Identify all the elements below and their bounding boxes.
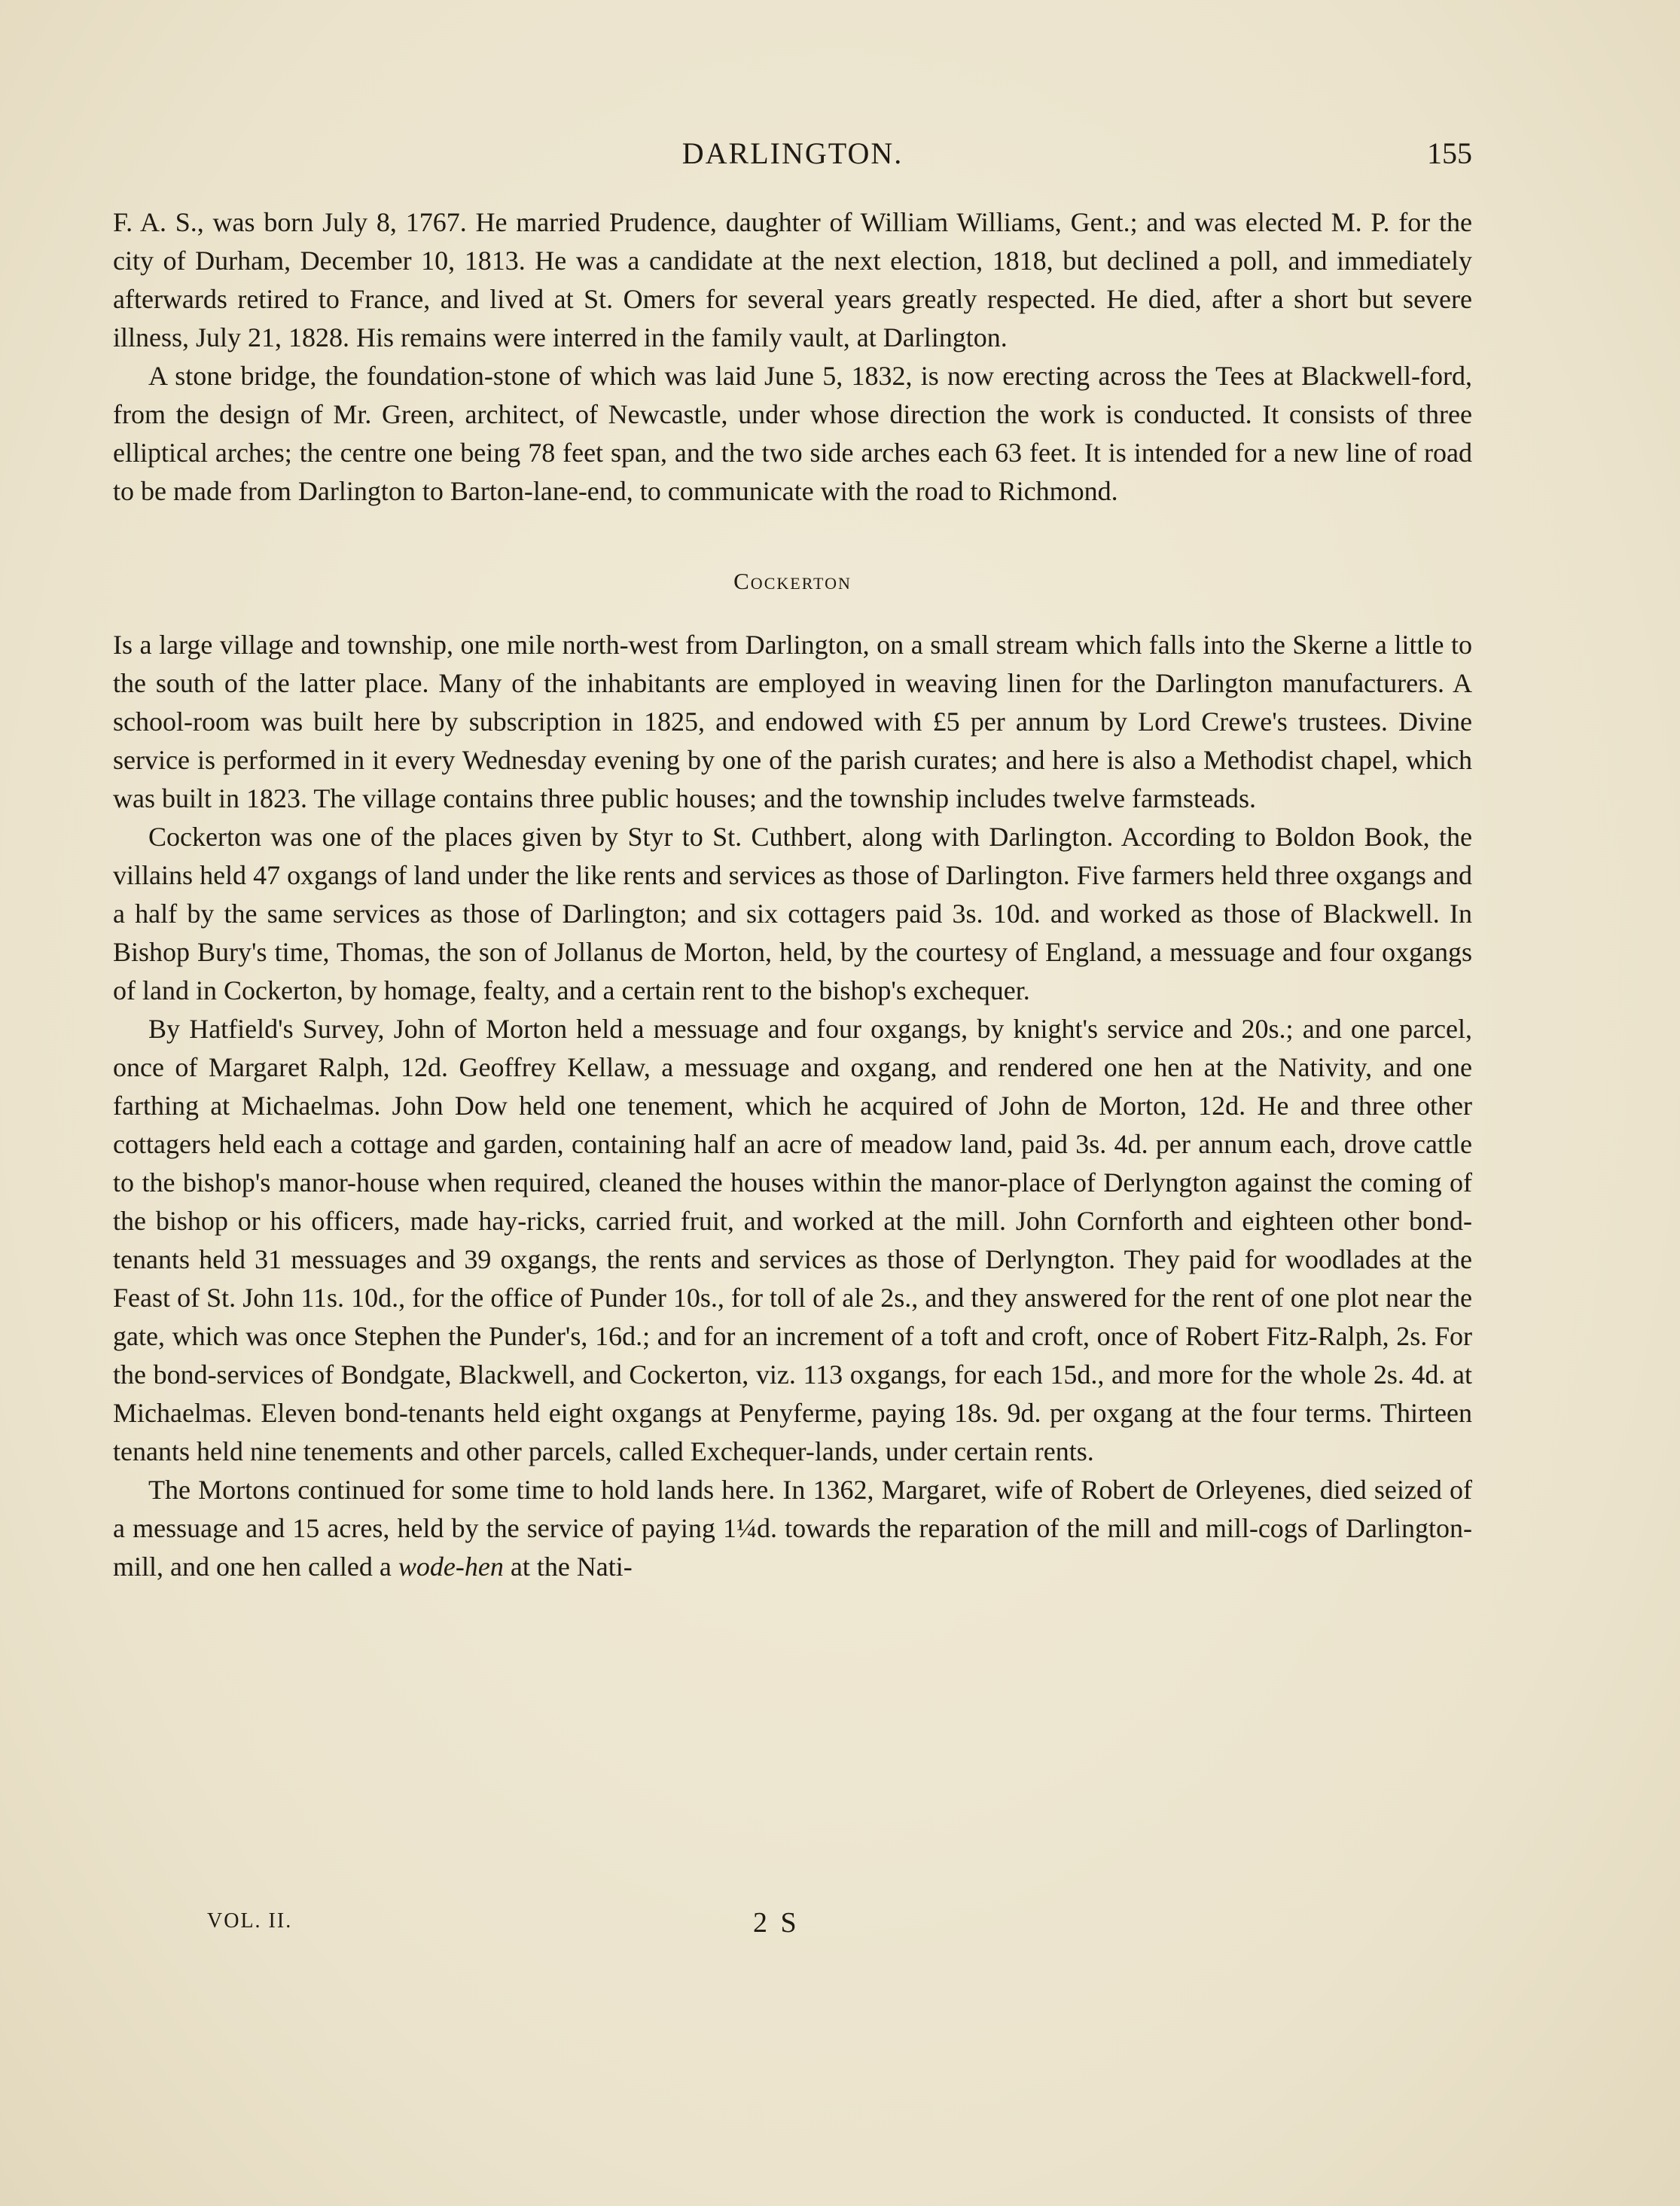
- paragraph-continued: F. A. S., was born July 8, 1767. He married Prudence, daughter of William Williams, Gent.; and was elected M. P. for the city of Durham, December 10, 1813. He was a candidate at the next election, 1818, but declined a poll, and immediately afterwards retired to France, and lived at St. Omers for several years greatly respected. He died, after a short but severe illness, July 21, 1828. His remains were interred in the family vault, at Darlington.: [113, 207, 1472, 352]
- signature-mark: 2 S: [753, 1907, 800, 1939]
- paragraph-cockerton-intro: Is a large village and township, one mile north-west from Darlington, on a small stream which falls into the Skerne a little to the south of the latter place. Many of the inhabitants are employed in weaving linen for the Darlington manufacturers. A school-room was built here by subscription in 1825, and endowed with £5 per annum by Lord Crewe's trustees. Divine service is performed in it every Wednesday evening by one of the parish curates; and here is also a Methodist chapel, which was built in 1823. The village contains three public houses; and the township includes twelve farmsteads.: [113, 630, 1472, 813]
- page-header: [113, 136, 1472, 181]
- body-text: [113, 203, 1472, 1586]
- paragraph-mortons: [113, 1471, 1472, 1586]
- paragraph-hatfield-survey: By Hatfield's Survey, John of Morton held a messuage and four oxgangs, by knight's service and 20s.; and one parcel, once of Margaret Ralph, 12d. Geoffrey Kellaw, a messuage and oxgang, and rendered one hen at the Nativity, and one farthing at Michaelmas. John Dow held one tenement, which he acquired of John de Morton, 12d. He and three other cottagers held each a cottage and garden, containing half an acre of meadow land, paid 3s. 4d. per annum each, drove cattle to the bishop's manor-house when required, cleaned the houses within the manor-place of Derlyngton against the coming of the bishop or his officers, made hay-ricks, carried fruit, and worked at the mill. John Cornforth and eighteen other bond-tenants held 31 messuages and 39 oxgangs, the rents and services as those of Derlyngton. They paid for woodlades at the Feast of St. John 11s. 10d., for the office of Punder 10s., for toll of ale 2s., and they answered for the rent of one plot near the gate, which was once Stephen the Punder's, 16d.; and for an increment of a toft and croft, once of Robert Fitz-Ralph, 2s. For the bond-services of Bondgate, Blackwell, and Cockerton, viz. 113 oxgangs, for each 15d., and more for the whole 2s. 4d. at Michaelmas. Eleven bond-tenants held eight oxgangs at Penyferme, paying 18s. 9d. per oxgang at the four terms. Thirteen tenants held nine tenements and other parcels, called Exchequer-lands, under certain rents.: [113, 1014, 1472, 1466]
- page-number: 155: [1427, 136, 1472, 170]
- running-title: DARLINGTON.: [681, 136, 904, 170]
- mortons-text: The Mortons continued for some time to hold lands here. In 1362, Margaret, wife of Robert de Orleyenes, died seized of a messuage and 15 acres, held by the service of paying 1¼d. towards the reparation of the mill and mill-cogs of Darlington-mill, and one hen called a: [113, 1475, 1472, 1582]
- section-heading-cockerton: Cockerton: [733, 568, 852, 594]
- mortons-text-end: at the Nati-: [503, 1552, 633, 1582]
- volume-label: VOL. II.: [207, 1909, 293, 1933]
- paragraph-stone-bridge: A stone bridge, the foundation-stone of which was laid June 5, 1832, is now erecting across the Tees at Blackwell-ford, from the design of Mr. Green, architect, of Newcastle, under whose direction the work is conducted. It consists of three elliptical arches; the centre one being 78 feet span, and the two side arches each 63 feet. It is intended for a new line of road to be made from Darlington to Barton-lane-end, to communicate with the road to Richmond.: [113, 361, 1472, 506]
- paragraph-cockerton-history: Cockerton was one of the places given by Styr to St. Cuthbert, along with Darlington. According to Boldon Book, the villains held 47 oxgangs of land under the like rents and services as those of Darlington. Five farmers held three oxgangs and a half by the same services as those of Darlington; and six cottagers paid 3s. 10d. and worked as those of Blackwell. In Bishop Bury's time, Thomas, the son of Jollanus de Morton, held, by the courtesy of England, a messuage and four oxgangs of land in Cockerton, by homage, fealty, and a certain rent to the bishop's exchequer.: [113, 822, 1472, 1005]
- page-footer: [151, 1909, 1510, 1947]
- wode-hen-term: wode-hen: [398, 1552, 504, 1582]
